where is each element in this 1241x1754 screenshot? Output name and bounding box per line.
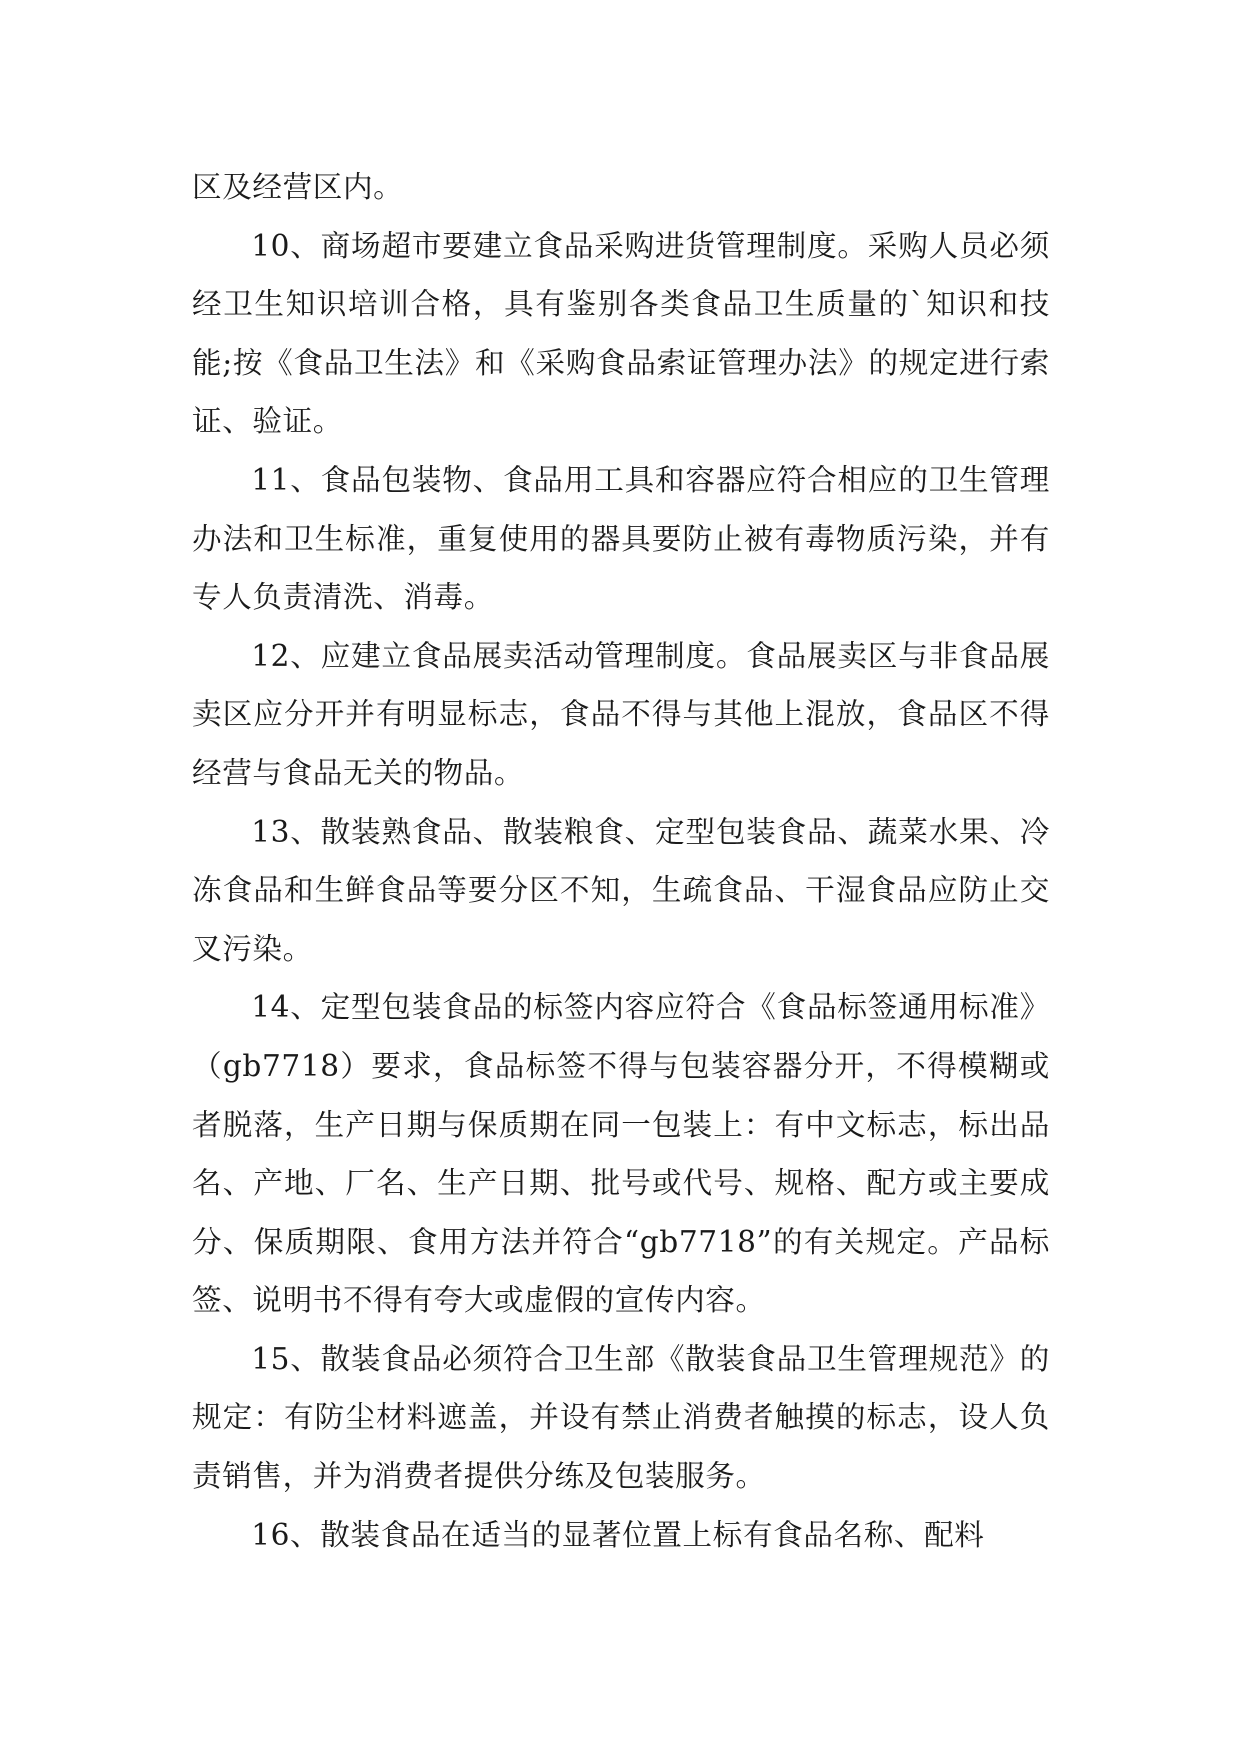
paragraph-item-11: 11、食品包装物、食品用工具和容器应符合相应的卫生管理办法和卫生标准，重复使用的器具要防止被有毒物质污染，并有专人负责清洗、消毒。 bbox=[192, 462, 1050, 615]
paragraph-item-15: 15、散装食品必须符合卫生部《散装食品卫生管理规范》的规定：有防尘材料遮盖，并设有禁止消费者触摸的标志，设人负责销售，并为消费者提供分练及包装服务。 bbox=[192, 1341, 1050, 1494]
paragraph-item-13: 13、散装熟食品、散装粮食、定型包装食品、蔬菜水果、冷冻食品和生鲜食品等要分区不知，生疏食品、干湿食品应防止交叉污染。 bbox=[192, 814, 1050, 966]
paragraph-item-16: 16、散装食品在适当的显著位置上标有食品名称、配料 bbox=[251, 1517, 985, 1552]
body-text bbox=[192, 158, 1050, 1564]
paragraph-item-10: 10、商场超市要建立食品采购进货管理制度。采购人员必须经卫生知识培训合格，具有鉴别各类食品卫生质量的`知识和技能;按《食品卫生法》和《采购食品索证管理办法》的规定进行索证、验证。 bbox=[192, 228, 1050, 439]
paragraph-continuation: 区及经营区内。 bbox=[192, 170, 404, 204]
paragraph-item-14: 14、定型包装食品的标签内容应符合《食品标签通用标准》（gb7718）要求，食品标签不得与包装容器分开，不得模糊或者脱落，生产日期与保质期在同一包装上：有中文标志，标出品名、产地、厂名、生产日期、批号或代号、规格、配方或主要成分、保质期限、食用方法并符合“gb7718”的有关规定。产品标签、说明书不得有夸大或虚假的宣传内容。 bbox=[192, 990, 1050, 1318]
paragraph-item-12: 12、应建立食品展卖活动管理制度。食品展卖区与非食品展卖区应分开并有明显标志，食品不得与其他上混放，食品区不得经营与食品无关的物品。 bbox=[192, 638, 1050, 790]
